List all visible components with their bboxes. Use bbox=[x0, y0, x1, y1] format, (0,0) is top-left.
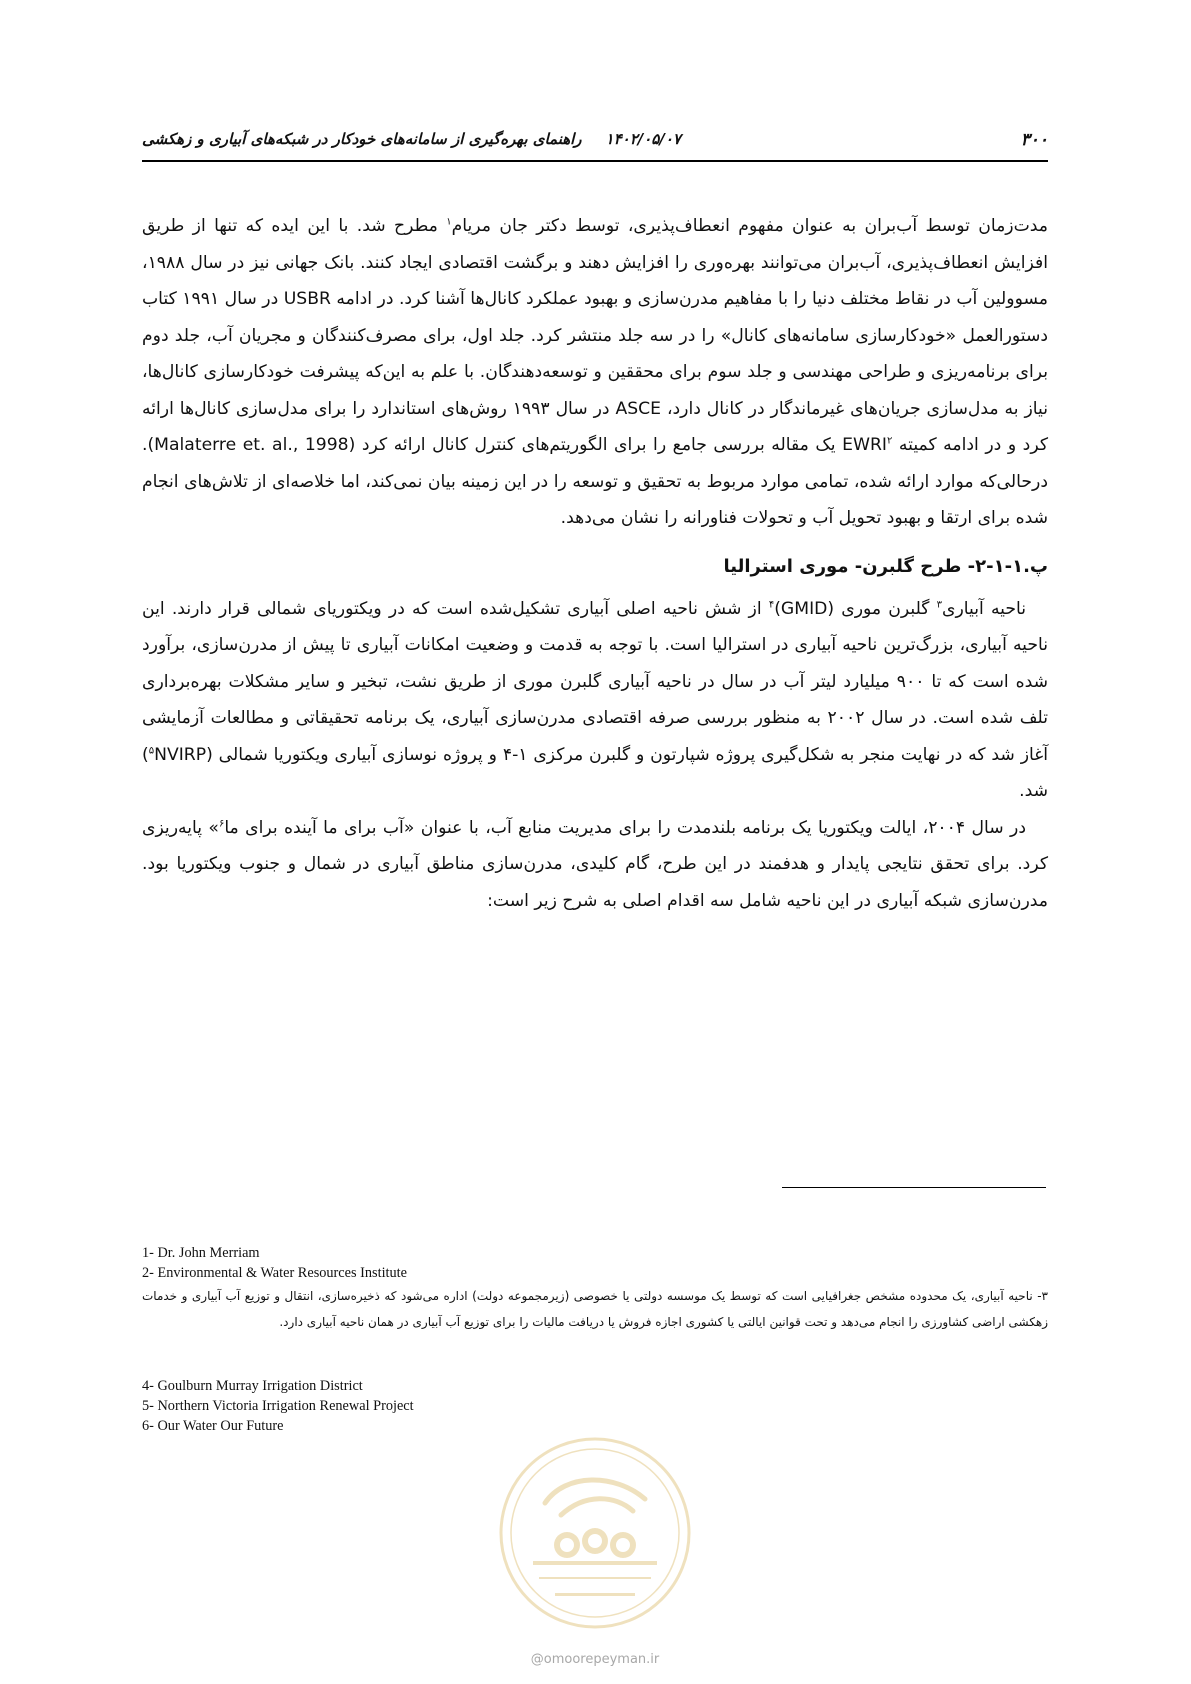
footnotes-group-2 bbox=[142, 1376, 1048, 1436]
paragraph-text: مدت‌زمان توسط آب‌بران به عنوان مفهوم انعطاف‌پذیری، توسط دکتر جان مریام bbox=[451, 216, 1048, 236]
footnote-ref: ۵ bbox=[148, 744, 155, 756]
footnote: 6- Our Water Our Future bbox=[142, 1418, 284, 1434]
watermark-logo bbox=[495, 1433, 695, 1633]
footnote: 5- Northern Victoria Irrigation Renewal Project bbox=[142, 1398, 414, 1414]
footnote-ref: ۴ bbox=[768, 598, 775, 610]
header-title: راهنمای بهره‌گیری از سامانه‌های خودکار در شبکه‌های آبیاری و زهکشی bbox=[142, 130, 582, 148]
footnotes-group-1 bbox=[142, 1243, 1048, 1283]
footnote: 2- Environmental & Water Resources Institute bbox=[142, 1265, 407, 1281]
body-text bbox=[142, 208, 1048, 919]
paragraph-text: گلبرن موری (GMID) bbox=[774, 598, 937, 619]
page-number: ۳۰۰ bbox=[1020, 130, 1048, 150]
section-heading: پ.۱-۱-۲- طرح گلبرن- موری استرالیا bbox=[723, 555, 1048, 577]
paragraph-text: از شش ناحیه اصلی آبیاری تشکیل‌شده است که در ویکتوریای شمالی قرار دارند. این ناحیه آبیاری، بزرگ‌ترین ناحیه آبیاری در استرالیا است. با توجه به قدمت و وضعیت امکانات آبیاری تا پیش از مدرن‌سازی، برآورد شده است که تا ۹۰۰ میلیارد لیتر آب در سال در ناحیه آبیاری گلبرن موری از طریق نشت، تبخیر و سایر مشکلات بهره‌برداری تلف شده است. در سال ۲۰۰۲ به منظور بررسی صرفه اقتصادی مدرن‌سازی آبیاری، یک برنامه تحقیقاتی و مطالعات آزمایشی آغاز شد که در نهایت منجر به شکل‌گیری پروژه شپارتون و گلبرن مرکزی ۱-۴ و پروژه نوسازی آبیاری ویکتوریا شمالی ( bbox=[142, 598, 1049, 765]
paragraph-text: یک مقاله بررسی جامع را برای الگوریتم‌های کنترل کانال ارائه کرد (Malaterre et. al., 1998). درحالی‌که موارد ارائه شده، تمامی موارد مربوط به تحقیق و توسعه را در این زمینه بیان نمی‌کند، اما خلاصه‌ای از تلاش‌های انجام شده برای ارتقا و بهبود تحویل آب و تحولات فناورانه را نشان می‌دهد. bbox=[142, 435, 1048, 528]
footnote-ref: ۲ bbox=[887, 435, 893, 447]
paragraph-text: ناحیه آبیاری bbox=[942, 598, 1027, 619]
footnote-ref: ۳ bbox=[936, 598, 943, 610]
paragraph-text: NVIRP) شد. bbox=[142, 744, 1048, 801]
header-rule bbox=[142, 160, 1048, 162]
paragraph-text: در سال ۲۰۰۴، ایالت ویکتوریا یک برنامه بلندمدت را برای مدیریت منابع آب، با عنوان «آب برای ما آینده برای ما bbox=[224, 817, 1026, 838]
header-date: ۱۴۰۲/۰۵/۰۷ bbox=[605, 130, 681, 148]
footnote: ۳- ناحیه آبیاری، یک محدوده مشخص جغرافیایی است که توسط یک موسسه دولتی یا خصوصی (زیرمجموعه دولت) اداره می‌شود که ذخیره‌سازی، انتقال و توزیع آب آبیاری و خدمات زهکشی اراضی کشاورزی را انجام می‌دهد و تحت قوانین ایالتی یا کشوری اجازه فروش یا دریافت مالیات را برای توزیع آب آبیاری در همان ناحیه آبیاری دارد. bbox=[142, 1289, 1048, 1329]
footnote-ref: ۱ bbox=[446, 216, 452, 228]
paragraph bbox=[142, 591, 1048, 810]
footnote: 4- Goulburn Murray Irrigation District bbox=[142, 1378, 363, 1394]
paragraph-text: » پایه‌ریزی کرد. برای تحقق نتایجی پایدار و هدفمند در این طرح، گام کلیدی، مدرن‌سازی مناطق آبیاری در شمال و جنوب ویکتوریا بود. مدرن‌سازی شبکه آبیاری در این ناحیه شامل سه اقدام اصلی به شرح زیر است: bbox=[142, 817, 1048, 911]
paragraph bbox=[142, 810, 1048, 920]
header-title-group bbox=[142, 130, 681, 148]
footnote: 1- Dr. John Merriam bbox=[142, 1245, 260, 1261]
footnote-separator bbox=[782, 1187, 1046, 1188]
footnote-ref: ۶ bbox=[218, 817, 225, 829]
paragraph-text: مطرح شد. با این ایده که تنها از طریق افزایش انعطاف‌پذیری، آب‌بران می‌توانند بهره‌وری را افزایش دهند و برگشت اقتصادی ایجاد کنند. بانک جهانی نیز در سال ۱۹۸۸، مسوولین آب در نقاط مختلف دنیا را با مفاهیم مدرن‌سازی و بهبود عملکرد کانال‌ها آشنا کرد. در ادامه USBR در سال ۱۹۹۱ کتاب دستورالعمل «خودکارسازی سامانه‌های کانال» را در سه جلد منتشر کرد. جلد اول، برای مصرف‌کنندگان و مجریان آب، جلد دوم برای برنامه‌ریزی و طراحی مهندسی و جلد سوم برای محققین و توسعه‌دهندگان. با علم به این‌که پیشرفت خودکارسازی کانال‌ها، نیاز به مدل‌سازی جریان‌های غیرماندگار در کانال دارد، ASCE در سال ۱۹۹۳ روش‌های استاندارد را برای مدل‌سازی کانال‌ها ارائه کرد و در ادامه کمیته EWRI bbox=[142, 216, 1049, 455]
running-header bbox=[142, 130, 1048, 156]
paragraph bbox=[142, 208, 1048, 537]
watermark-url: @omoorepeyman.ir bbox=[530, 1652, 660, 1667]
